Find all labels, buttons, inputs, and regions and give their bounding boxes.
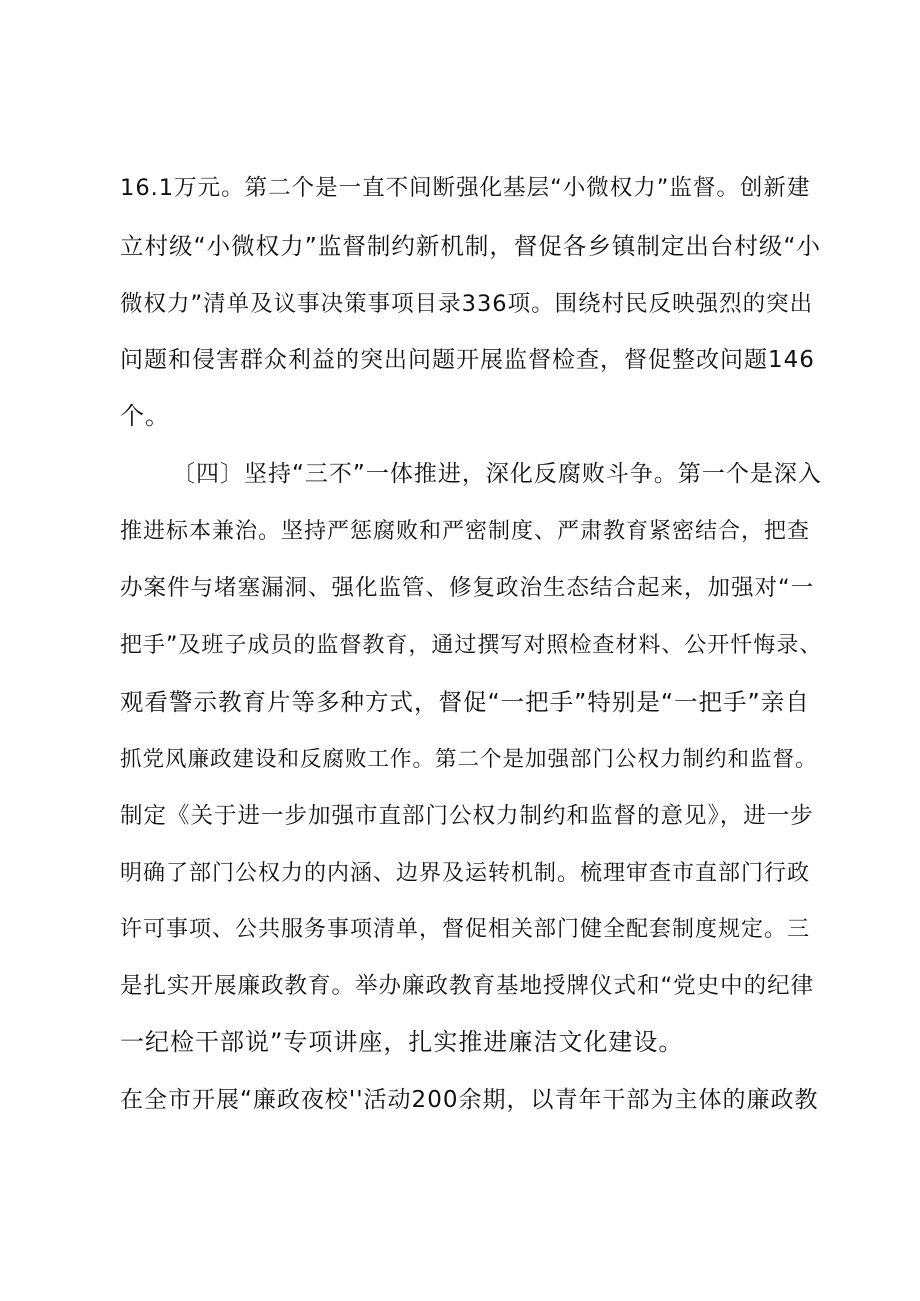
text-line: 明确了部门公权力的内涵、边界及运转机制。梳理审查市直部门行政 <box>120 861 811 886</box>
text-line: 16.1万元。第二个是一直不间断强化基层“小微权力”监督。创新建 <box>120 175 811 201</box>
text-line: 在全市开展“廉政夜校''活动200余期，以青年干部为主体的廉政教 <box>120 1087 819 1113</box>
section-heading-line: 〔四〕坚持“三不”一体推进，深化反腐败斗争。第一个是深入 <box>172 461 822 487</box>
text-line: 许可事项、公共服务事项清单，督促相关部门健全配套制度规定。三 <box>120 917 811 942</box>
text-line: 立村级“小微权力”监督制约新机制，督促各乡镇制定出台村级“小 <box>120 232 822 260</box>
text-line: 一纪检干部说”专项讲座，扎实推进廉洁文化建设。 <box>120 1028 684 1056</box>
text-line: 问题和侵害群众利益的突出问题开展监督检查，督促整改问题146 <box>120 347 815 373</box>
text-line: 办案件与堵塞漏洞、强化监管、修复政治生态结合起来，加强对“一 <box>120 575 815 601</box>
text-line: 把手”及班子成员的监督教育，通过撰写对照检查材料、公开忏悔录、 <box>120 633 823 658</box>
text-line: 个。 <box>120 402 170 430</box>
text-line: 抓党风廉政建设和反腐败工作。第二个是加强部门公权力制约和监督。 <box>120 747 818 772</box>
text-line: 是扎实开展廉政教育。举办廉政教育基地授牌仪式和“党史中的纪律 <box>120 973 815 999</box>
text-line: 微权力”清单及议事决策事项目录336项。围绕村民反映强烈的突出 <box>120 291 814 317</box>
text-line: 推进标本兼治。坚持严惩腐败和严密制度、严肃教育紧密结合，把查 <box>120 519 811 544</box>
text-line: 制定《关于进一步加强市直部门公权力制约和监督的意见》，进一步 <box>120 803 814 829</box>
text-line: 观看警示教育片等多种方式，督促“一把手”特别是“一把手”亲自 <box>120 688 810 716</box>
